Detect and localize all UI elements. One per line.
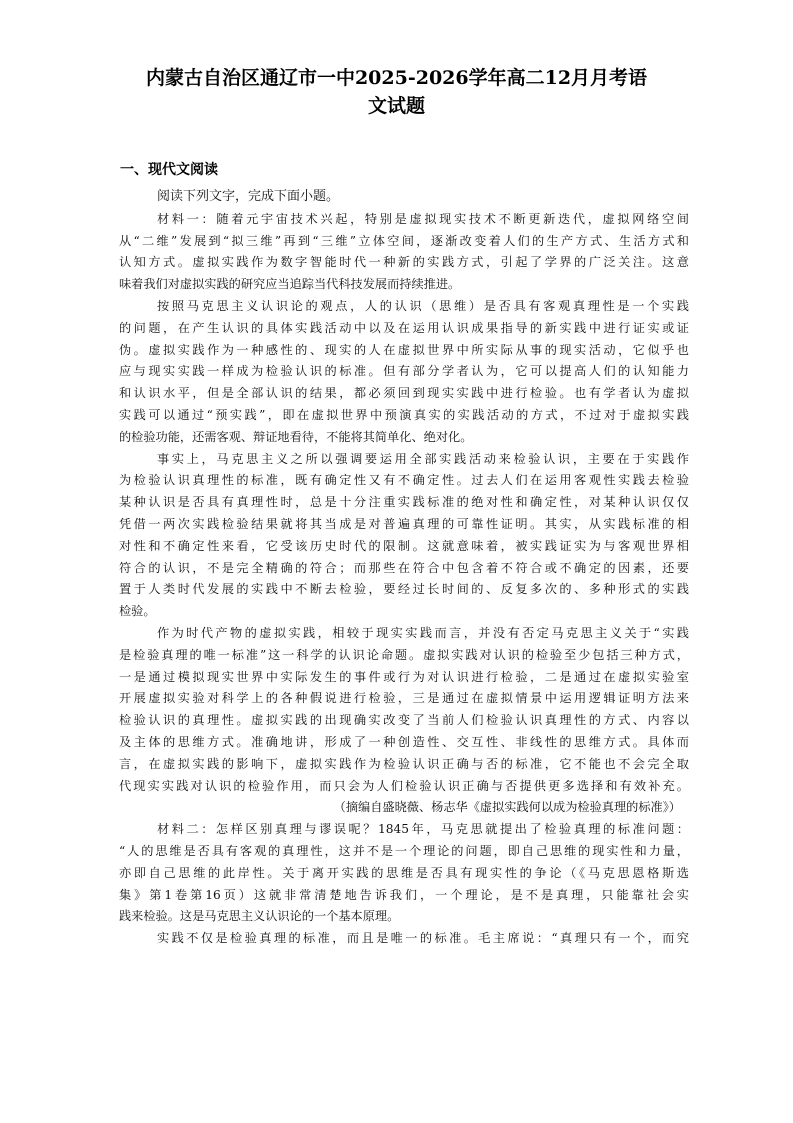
- article-body: [119, 186, 689, 950]
- text-line: 践来检验。这是马克思主义认识论的一个基本原理。: [119, 909, 400, 924]
- text-line: 事实上，马克思主义之所以强调要运用全部实践活动来检验认识，主要在于实践作: [157, 451, 689, 466]
- text-line: 凭借一两次实践检验结果就将其当成是对普遍真理的可靠性证明。其实，从实践标准的相: [119, 516, 689, 531]
- text-line: 开展虚拟实验对科学上的各种假说进行检验，三是通过在虚拟情景中运用逻辑证明方法来: [119, 691, 689, 706]
- section-heading: 一、现代文阅读: [120, 162, 218, 178]
- text-line: 检验认识的真理性。虚拟实践的出现确实改变了当前人们检验认识真理性的方式、内容以: [119, 713, 689, 728]
- title-line-1: 内蒙古自治区通辽市一中2025-2026学年高二12月月考语: [145, 67, 648, 89]
- text-line: 言，在虚拟实践的影响下，虚拟实践作为检验认识正确与否的标准，它不能也不会完全取: [119, 756, 689, 771]
- text-line: 应与现实实践一样成为检验认识的标准。但有部分学者认为，它可以提高人们的认知能力: [119, 364, 689, 379]
- document-title: [100, 64, 693, 120]
- text-line: 集》第1卷第16页）这就非常清楚地告诉我们，一个理论，是不是真理，只能靠社会实: [119, 887, 689, 902]
- text-line: “人的思维是否具有客观的真理性，这并不是一个理论的问题，即自己思维的现实性和力量，: [119, 843, 689, 858]
- text-line: 某种认识是否具有真理性时，总是十分注重实践标准的绝对性和确定性，对某种认识仅仅: [119, 495, 689, 510]
- source-citation: （摘编自盛晓薇、杨志华《虚拟实践何以成为检验真理的标准》）: [333, 800, 681, 815]
- text-line: 的问题，在产生认识的具体实践活动中以及在运用认识成果指导的新实践中进行证实或证: [119, 320, 689, 335]
- text-line: 亦即自己思维的此岸性。关于离开实践的思维是否具有现实性的争论（《马克思恩格斯选: [119, 865, 689, 880]
- text-line: 实践可以通过“预实践”，即在虚拟世界中预演真实的实践活动的方式，不过对于虚拟实践: [119, 407, 689, 422]
- text-line: 材料一：随着元宇宙技术兴起，特别是虚拟现实技术不断更新迭代，虚拟网络空间: [157, 211, 689, 226]
- text-line: 是检验真理的唯一标准”这一科学的认识论命题。虚拟实践对认识的检验至少包括三种方式，: [119, 647, 689, 662]
- text-line: 伪。虚拟实践作为一种感性的、现实的人在虚拟世界中所实际从事的现实活动，它似乎也: [119, 342, 689, 357]
- text-line: 实践不仅是检验真理的标准，而且是唯一的标准。毛主席说：“真理只有一个，而究: [157, 931, 689, 946]
- title-line-2: 文试题: [367, 95, 425, 117]
- text-line: 作为时代产物的虚拟实践，相较于现实实践而言，并没有否定马克思主义关于“实践: [157, 625, 689, 640]
- text-line: 味着我们对虚拟实践的研究应当追踪当代科技发展而持续推进。: [119, 277, 461, 292]
- text-line: 材料二：怎样区别真理与谬误呢？1845年，马克思就提出了检验真理的标准问题：: [157, 822, 689, 837]
- text-line: 一是通过模拟现实世界中实际发生的事件或行为对认识进行检验，二是通过在虚拟实验室: [119, 669, 689, 684]
- text-line: 为检验认识真理性的标准，既有确定性又有不确定性。过去人们在运用客观性实践去检验: [119, 473, 689, 488]
- text-line: 代现实实践对认识的检验作用，而只会为人们检验认识正确与否提供更多选择和有效补充。: [119, 778, 689, 793]
- text-line: 和认识水平，但是全部认识的结果，都必须回到现实实践中进行检验。也有学者认为虚拟: [119, 386, 689, 401]
- text-line: 的检验功能，还需客观、辩证地看待，不能将其简单化、绝对化。: [119, 429, 473, 444]
- text-line: 检验。: [119, 604, 156, 619]
- text-line: 置于人类时代发展的实践中不断去检验，要经过长时间的、反复多次的、多种形式的实践: [119, 582, 689, 597]
- text-line: 及主体的思维方式。准确地讲，形成了一种创造性、交互性、非线性的思维方式。具体而: [119, 734, 689, 749]
- text-line: 符合的认识，不是完全精确的符合；而那些在符合中包含着不符合或不确定的因素，还要: [119, 560, 689, 575]
- text-line: 认知方式。虚拟实践作为数字智能时代一种新的实践方式，引起了学界的广泛关注。这意: [119, 255, 689, 270]
- instruction-line: 阅读下列文字，完成下面小题。: [157, 189, 340, 204]
- text-line: 对性和不确定性来看，它受该历史时代的限制。这就意味着，被实践证实为与客观世界相: [119, 538, 689, 553]
- text-line: 按照马克思主义认识论的观点，人的认识（思维）是否具有客观真理性是一个实践: [157, 298, 689, 313]
- text-line: 从“二维”发展到“拟三维”再到“三维”立体空间，逐渐改变着人们的生产方式、生活方式和: [119, 233, 689, 248]
